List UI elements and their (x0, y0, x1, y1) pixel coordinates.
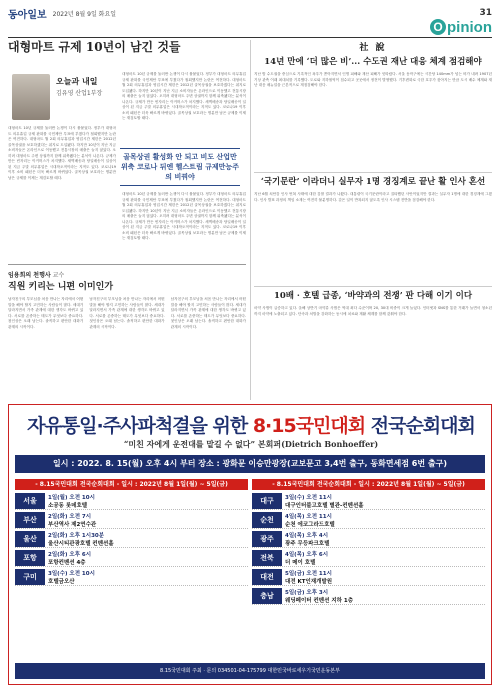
schedule-row (252, 531, 485, 548)
section-title: pinion (447, 18, 492, 36)
schedule-venue: 포항컨벤션 4층 (48, 560, 86, 566)
pull-quote: 골목상권 활성화 안 되고 비도 산업만 위축 코로나 뒤엔 헬스트림 규제만능주의 비꿔야 (120, 148, 240, 186)
newspaper-name: 동아일보 (8, 9, 47, 21)
schedule-city: 서울 (15, 493, 45, 509)
schedule-row (252, 512, 485, 529)
schedule-city: 대전 (252, 569, 282, 585)
schedule-city: 부산 (15, 512, 45, 528)
schedule-venue: 광주 무등파크호텔 (285, 541, 330, 547)
schedule-row (252, 550, 485, 567)
editorial-body: 마약 사범이 급증하고 있다. 올해 상반기 마약류 사범은 역대 최다 수준이며 20, 30대 비중이 크게 늘었다. 인터넷과 SNS를 통한 거래가 늘면서 청소년까지 마약에 노출되고 있다. 단속과 처벌을 강화하는 동시에 치료와 재활 체계를 함께 갖춰야 한다. (254, 306, 492, 316)
ad-schedule-right (252, 493, 485, 605)
second-column-body: 남자친구의 부모님을 처음 만나는 자리에서 어떤 말을 해야 할지 고민하는 사람들이 많다. 세대가 달라지면서 가족 관계에 대한 생각도 바뀌고 있다. 서로를 존중하는 태도가 무엇보다 중요하다. 첫인상은 오래 남는다. 솔직하고 편안한 대화가 관계의 시작이다. (89, 297, 165, 329)
column-byline (8, 72, 118, 122)
schedule-venue: 웨딩페이터 컨벤션 지하 1층 (285, 598, 354, 604)
schedule-venue: 대구인터불고호텔 별관-컨벤션홀 (285, 503, 364, 509)
schedule-time: 2일(화) 오후 1시30분 (48, 533, 105, 539)
schedule-venue: 호텔금오산 (48, 579, 75, 585)
schedule-city: 포항 (15, 550, 45, 566)
schedule-time: 3일(수) 오전 11시 (285, 495, 332, 501)
schedule-venue: 울산시티관광호텔 컨벤션홀 (48, 541, 114, 547)
schedule-row (15, 550, 248, 567)
schedule-venue: 순천 에코그라드호텔 (285, 522, 335, 528)
second-column-article (8, 270, 246, 400)
schedule-city: 순천 (252, 512, 282, 528)
schedule-city: 충남 (252, 588, 282, 604)
schedule-time: 4일(목) 오전 11시 (285, 514, 332, 520)
schedule-row (15, 512, 248, 529)
advertisement (8, 404, 492, 685)
opinion-logo-icon: O (430, 19, 446, 35)
schedule-city: 구미 (15, 569, 45, 585)
schedule-row (15, 493, 248, 510)
column-body-right-top: 대형마트 10년 규제를 둘러싼 논쟁이 다시 불붙었다. 정부가 대형마트 의무휴업 규제 완화를 국민제안 투표에 부쳤다가 철회했지만 논란은 여전하다. 대형마트 월 2회 의무휴업과 영업시간 제한은 2012년 골목상권을 보호하겠다는 취지로 도입됐다. 하지만 10년이 지난 지금 소비자들은 온라인으로 이동했고 전통시장의 매출은 늘지 않았다. 오히려 대형마트 주변 상권까지 함께 위축됐다는 분석이 나온다. 규제가 만든 빈자리는 이커머스가 차지했다. 새벽배송과 당일배송이 일상이 된 지금 주말 의무휴업은 시대착오적이라는 지적도 있다. 코로나19 이후 소비 패턴은 더욱 빠르게 바뀌었다. 골목상권 보호라는 명분만 남은 규제를 이제는 재검토할 때다. (122, 72, 246, 120)
second-column-headline: 직원 키리는 니편 이미인가 (8, 282, 114, 292)
ad-date-bar: 일시 : 2022. 8. 15(월) 오후 4시 부터 장소 : 광화문 이승만광장(교보문고 3,4번 출구, 동화면세점 6번 출구) (15, 455, 485, 473)
column-divider (250, 40, 251, 400)
issue-date: 2022년 8월 9일 화요일 (52, 10, 117, 18)
schedule-time: 1일(월) 오전 10시 (48, 495, 95, 501)
schedule-row (252, 493, 485, 510)
ad-schedule-header: - 8.15국민대회 전국순회대회 - 일시 : 2022년 8월 1일(월) ~ 5일(금) (252, 479, 485, 490)
second-column-body: 남자친구의 부모님을 처음 만나는 자리에서 어떤 말을 해야 할지 고민하는 사람들이 많다. 세대가 달라지면서 가족 관계에 대한 생각도 바뀌고 있다. 서로를 존중하는 태도가 무엇보다 중요하다. 첫인상은 오래 남는다. 솔직하고 편안한 대화가 관계의 시작이다. (170, 297, 246, 329)
ad-schedule-left (15, 493, 248, 605)
schedule-row (15, 531, 248, 548)
schedule-time: 5일(금) 오전 11시 (285, 571, 332, 577)
schedule-time: 4일(목) 오후 4시 (285, 533, 329, 539)
ad-schedule (15, 479, 485, 651)
second-column-body: 남자친구의 부모님을 처음 만나는 자리에서 어떤 말을 해야 할지 고민하는 사람들이 많다. 세대가 달라지면서 가족 관계에 대한 생각도 바뀌고 있다. 서로를 존중하는 태도가 무엇보다 중요하다. 첫인상은 오래 남는다. 솔직하고 편안한 대화가 관계의 시작이다. (8, 297, 84, 329)
ad-subtitle: “미친 자에게 운전대를 맡길 수 없다” 본회퍼(Dietrich Bonhoeffer) (123, 439, 379, 449)
reporter-photo (12, 74, 50, 120)
editorial-label: 社 說 (359, 43, 387, 53)
schedule-city: 전북 (252, 550, 282, 566)
ad-title-highlight: 8·15국민대회 (252, 415, 366, 437)
column-body-right-bottom: 대형마트 10년 규제를 둘러싼 논쟁이 다시 불붙었다. 정부가 대형마트 의무휴업 규제 완화를 국민제안 투표에 부쳤다가 철회했지만 논란은 여전하다. 대형마트 월 2회 의무휴업과 영업시간 제한은 2012년 골목상권을 보호하겠다는 취지로 도입됐다. 하지만 10년이 지난 지금 소비자들은 온라인으로 이동했고 전통시장의 매출은 늘지 않았다. 오히려 대형마트 주변 상권까지 함께 위축됐다는 분석이 나온다. 규제가 만든 빈자리는 이커머스가 차지했다. 새벽배송과 당일배송이 일상이 된 지금 주말 의무휴업은 시대착오적이라는 지적도 있다. 코로나19 이후 소비 패턴은 더욱 빠르게 바뀌었다. 골목상권 보호라는 명분만 남은 규제를 이제는 재검토할 때다. (122, 192, 246, 240)
column-name: 오늘과 내일 (56, 76, 98, 86)
column-headline: 대형마트 규제 10년이 남긴 것들 (8, 40, 181, 54)
ad-schedule-header: - 8.15국민대회 전국순회대회 - 일시 : 2022년 8월 1일(월) ~ 5일(금) (15, 479, 248, 490)
column-article (8, 40, 246, 260)
editorial-section (254, 40, 492, 400)
schedule-time: 4일(목) 오후 6시 (285, 552, 329, 558)
schedule-time: 2일(화) 오전 7시 (48, 514, 92, 520)
ad-title-prefix: 자유통일·주사파척결을 위한 (27, 415, 253, 437)
page-number: 31 (479, 8, 492, 18)
schedule-row (252, 588, 485, 605)
top-rule (8, 37, 492, 38)
schedule-venue: 대전 KT인재개발원 (285, 579, 333, 585)
editorial-body: 지난 6월 치안감 인사 번복 사태에 대한 감찰 결과가 나왔다. 대통령이 국기문란이라고 질타했던 사안이었지만 결과는 실무자 1명에 대한 경징계에 그쳤다. 인사 발표 과정의 책임 소재는 여전히 불분명하다. 같은 일이 반복되지 않도록 인사 시스템 전반을 점검해야 한다. (254, 192, 492, 202)
schedule-city: 광주 (252, 531, 282, 547)
editorial-headline: 10배 · 호텔 급종, ‘바약과의 전쟁’ 판 다해 이기 이다 (254, 286, 492, 302)
reporter-name: 김유영 산업1부장 (56, 90, 103, 97)
schedule-venue: 소공동 롯데호텔 (48, 503, 88, 509)
ad-title (9, 411, 493, 438)
ad-footer: 8.15국민대회 주최 · 문의 034501-04-175799 대한민국바로세우기국민운동본부 (15, 663, 485, 679)
editorial-headline: ‘국기문란’ 이라더니 실무자 1명 경징계로 끝난 활 인사 혼선 (254, 172, 492, 188)
section-logo (392, 18, 492, 36)
author-title: 교수 (52, 272, 65, 279)
schedule-time: 3일(수) 오전 10시 (48, 571, 95, 577)
column-body-left: 대형마트 10년 규제를 둘러싼 논쟁이 다시 불붙었다. 정부가 대형마트 의무휴업 규제 완화를 국민제안 투표에 부쳤다가 철회했지만 논란은 여전하다. 대형마트 월 2회 의무휴업과 영업시간 제한은 2012년 골목상권을 보호하겠다는 취지로 도입됐다. 하지만 10년이 지난 지금 소비자들은 온라인으로 이동했고 전통시장의 매출은 늘지 않았다. 오히려 대형마트 주변 상권까지 함께 위축됐다는 분석이 나온다. 규제가 만든 빈자리는 이커머스가 차지했다. 새벽배송과 당일배송이 일상이 된 지금 주말 의무휴업은 시대착오적이라는 지적도 있다. 코로나19 이후 소비 패턴은 더욱 빠르게 바뀌었다. 골목상권 보호라는 명분만 남은 규제를 이제는 재검토할 때다. (8, 126, 116, 180)
schedule-row (15, 569, 248, 586)
editorial-headline: 14년 만에 ‘더 많은 비’... 수도권 재난 대응 체계 점검해야 (264, 57, 482, 67)
schedule-row (252, 569, 485, 586)
schedule-venue: 부산역사 제2연수관 (48, 522, 97, 528)
schedule-time: 2일(화) 오후 6시 (48, 552, 92, 558)
schedule-city: 울산 (15, 531, 45, 547)
author-name: 임용희의 천행사 (8, 272, 51, 279)
schedule-city: 대구 (252, 493, 282, 509)
section-rule (8, 264, 246, 265)
editorial-body: 지난 밤 수도권을 중심으로 기록적인 폭우가 쏟아지면서 인명 피해와 재산 피해가 잇따랐다. 서울 동작구에는 시간당 140mm가 넘는 비가 내려 1907년 기상 관측 이래 최대치를 기록했다. 도로와 지하철역이 침수되고 곳곳에서 정전이 발생했다. 기후변화로 극한 호우가 잦아지는 만큼 도시 배수 체계와 재난 대응 매뉴얼을 근본적으로 재점검해야 한다. (254, 72, 492, 87)
schedule-time: 5일(금) 오후 3시 (285, 590, 329, 596)
column-author (8, 270, 246, 279)
schedule-venue: 더 메이 호텔 (285, 560, 316, 566)
ad-title-suffix: 전국순회대회 (365, 415, 475, 437)
